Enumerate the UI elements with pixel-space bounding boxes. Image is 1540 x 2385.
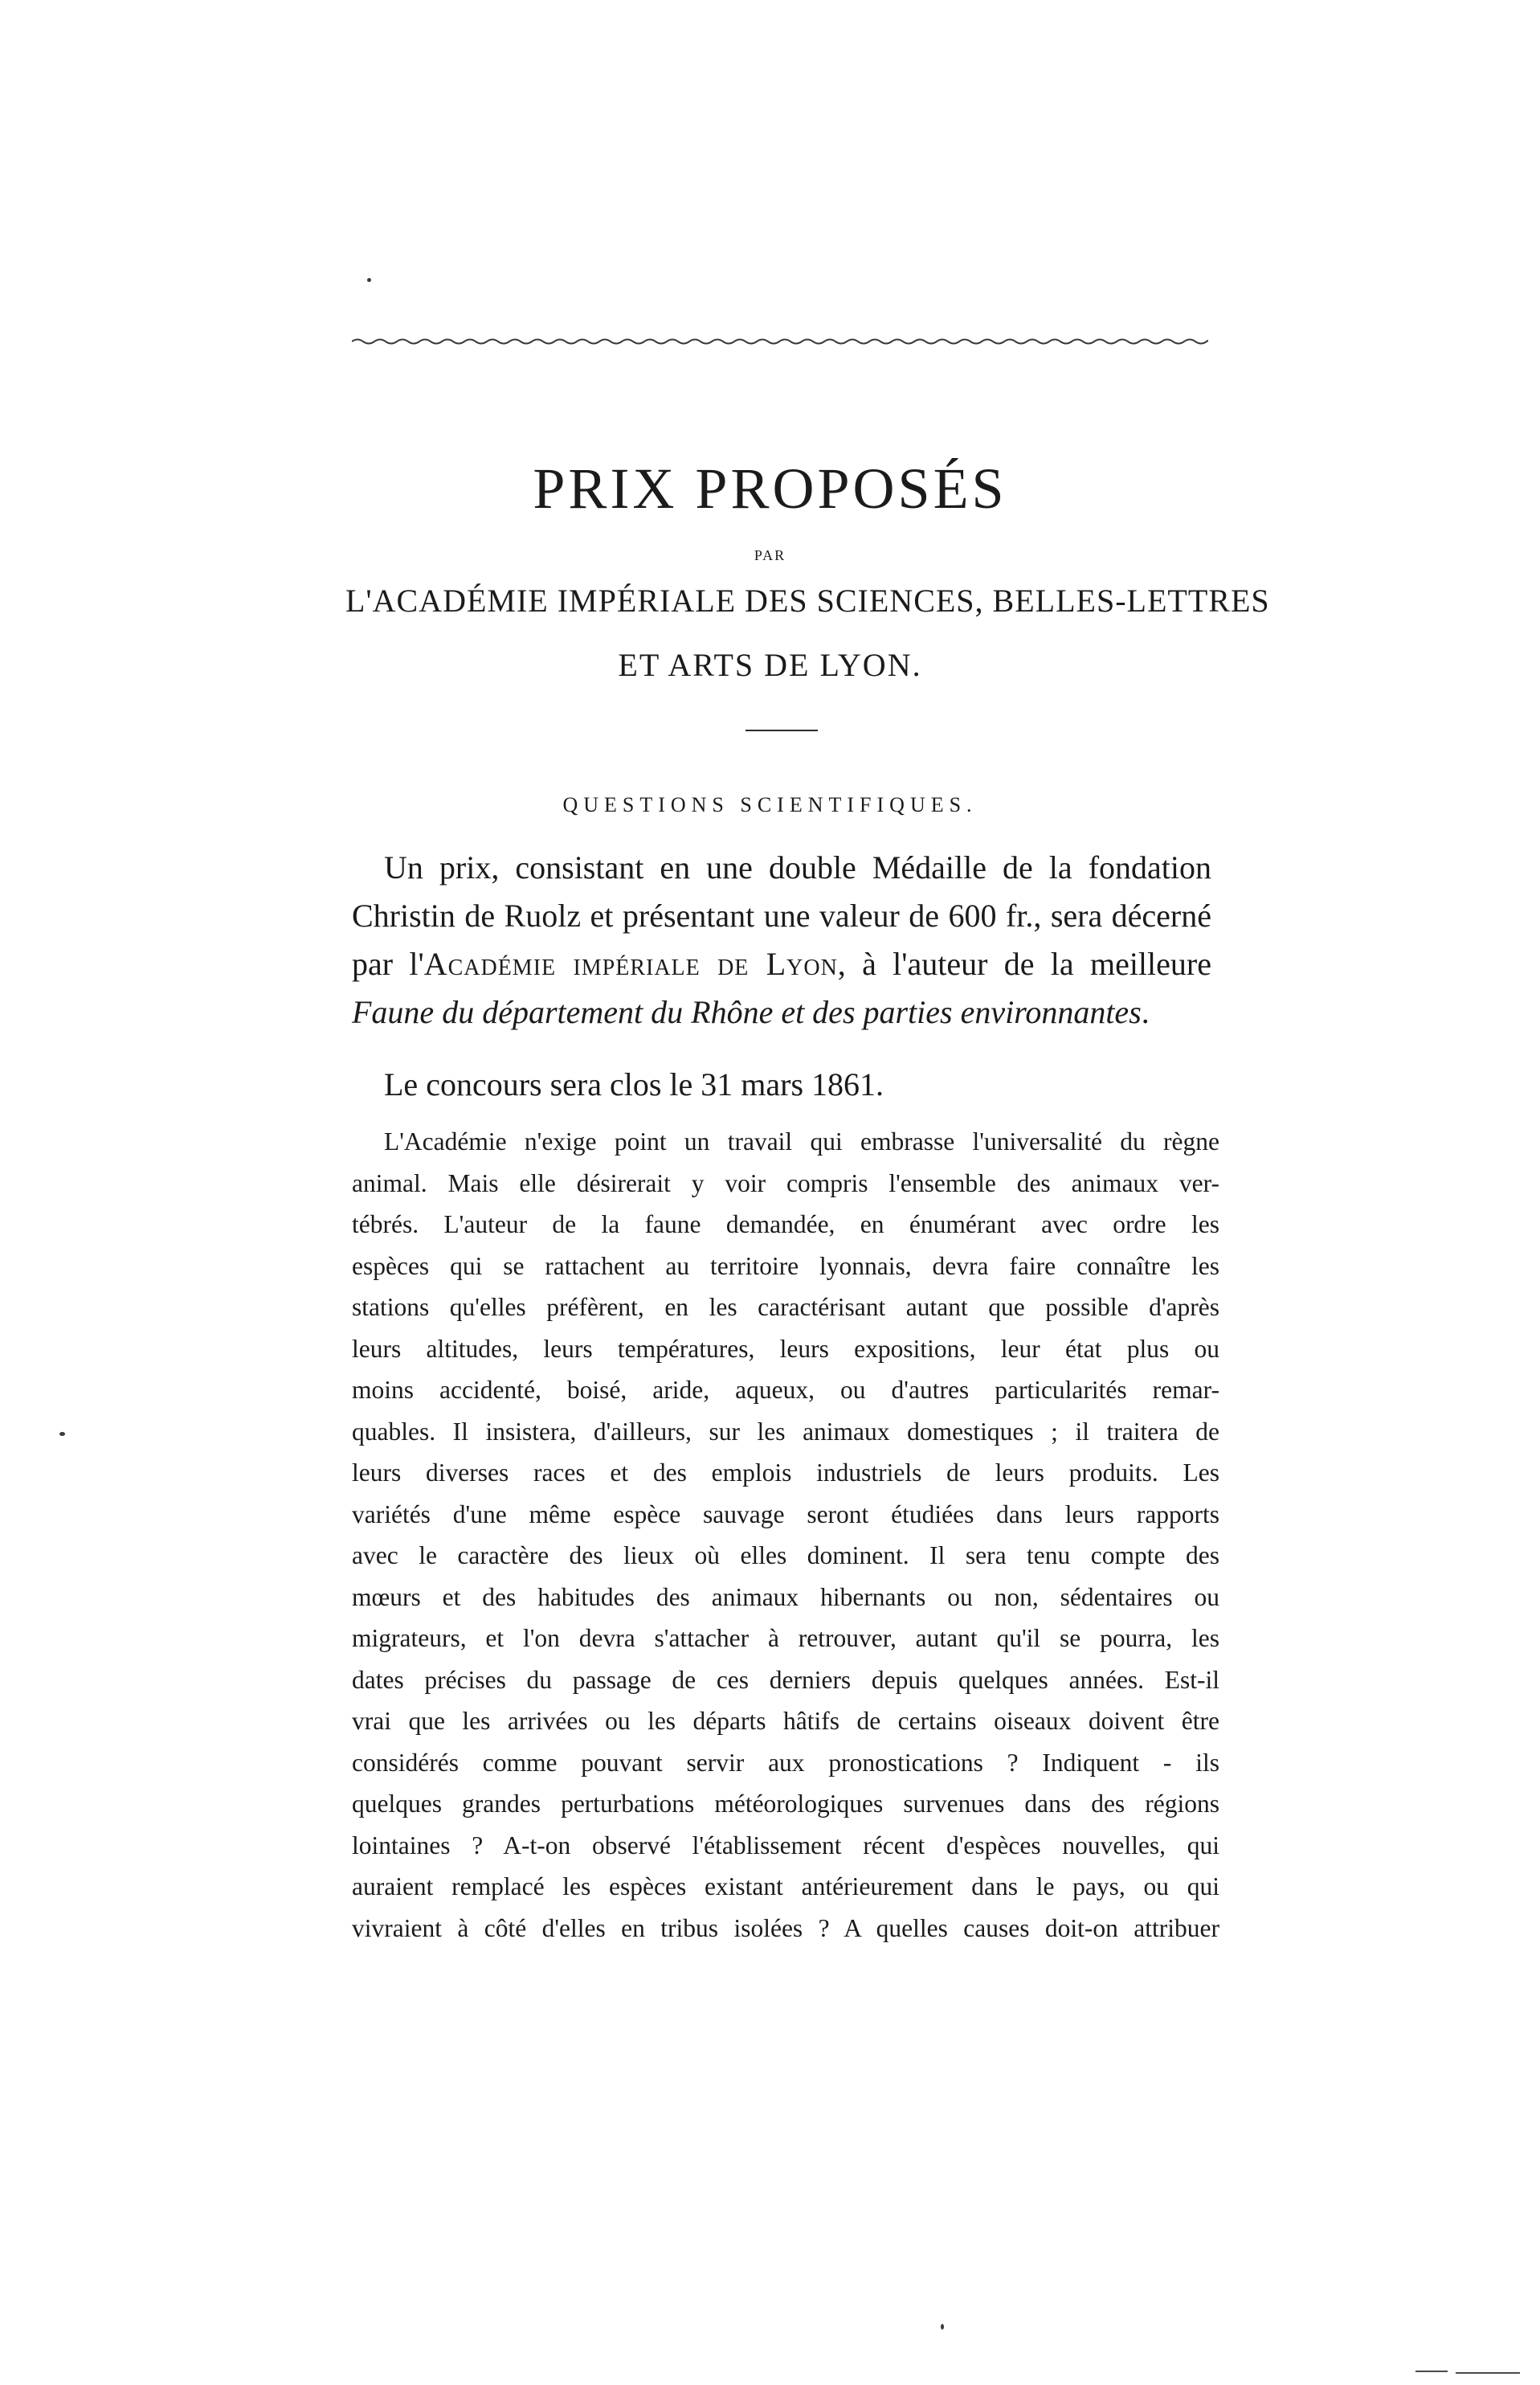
ink-speck <box>941 2324 944 2330</box>
body-line: stations qu'elles préfèrent, en les caractérisant autant que possible d'après <box>352 1293 1219 1321</box>
academy-name-line-1: L'ACADÉMIE IMPÉRIALE DES SCIENCES, BELLES-LETTRES <box>345 583 1270 619</box>
body-line: auraient remplacé les espèces existant antérieurement dans le pays, ou qui <box>352 1872 1219 1900</box>
wavy-ornament-rule <box>352 336 1208 347</box>
body-line: variétés d'une même espèce sauvage seront étudiées dans leurs rapports <box>352 1499 1219 1528</box>
body-line: considérés comme pouvant servir aux pronostications ? Indiquent - ils <box>352 1748 1219 1777</box>
body-line: leurs diverses races et des emplois industriels de leurs produits. Les <box>352 1458 1219 1487</box>
body-line: lointaines ? A-t-on observé l'établissement récent d'espèces nouvelles, qui <box>352 1831 1219 1859</box>
body-line: espèces qui se rattachent au territoire lyonnais, devra faire connaître les <box>352 1251 1219 1280</box>
body-line: leurs altitudes, leurs températures, leurs expositions, leur état plus ou <box>352 1334 1219 1363</box>
competition-closing-date: Le concours sera clos le 31 mars 1861. <box>384 1066 884 1102</box>
page-edge-mark <box>1456 2372 1520 2374</box>
prize-announcement-paragraph <box>352 844 1211 1037</box>
body-line: avec le caractère des lieux où elles dominent. Il sera tenu compte des <box>352 1541 1219 1569</box>
page-title: PRIX PROPOSÉS <box>533 456 1007 521</box>
page-edge-mark <box>1415 2371 1448 2372</box>
academy-name-line-2: ET ARTS DE LYON. <box>618 647 922 683</box>
body-line: tébrés. L'auteur de la faune demandée, en énumérant avec ordre les <box>352 1210 1219 1238</box>
body-line: vivraient à côté d'elles en tribus isolées ? A quelles causes doit-on attribuer <box>352 1913 1219 1942</box>
body-line: mœurs et des habitudes des animaux hibernants ou non, sédentaires ou <box>352 1582 1219 1611</box>
body-line: vrai que les arrivées ou les départs hâtifs de certains oiseaux doivent être <box>352 1707 1219 1735</box>
section-heading: QUESTIONS SCIENTIFIQUES. <box>562 793 978 816</box>
body-line: dates précises du passage de ces derniers depuis quelques années. Est-il <box>352 1665 1219 1694</box>
ink-speck <box>59 1432 65 1436</box>
body-line: moins accidenté, boisé, aride, aqueux, ou d'autres particularités remar- <box>352 1376 1219 1404</box>
ink-speck <box>367 278 371 282</box>
body-line: quables. Il insistera, d'ailleurs, sur les animaux domestiques ; il traitera de <box>352 1417 1219 1446</box>
body-line: migrateurs, et l'on devra s'attacher à retrouver, autant qu'il se pourra, les <box>352 1624 1219 1652</box>
body-line: L'Académie n'exige point un travail qui embrasse l'universalité du règne <box>384 1127 1219 1156</box>
body-paragraph <box>352 1121 1219 1949</box>
prize-text-end: . <box>1141 994 1150 1030</box>
academy-smallcaps: Académie impériale de Lyon <box>423 946 838 982</box>
work-title: Faune du département du Rhône et des parties environnantes <box>352 994 1142 1030</box>
prize-text-middle: , à l'auteur de la meilleure <box>837 946 1211 982</box>
body-line: animal. Mais elle désirerait y voir compris l'ensemble des animaux ver- <box>352 1168 1219 1197</box>
short-divider-rule <box>745 730 818 731</box>
body-line: quelques grandes perturbations météorologiques survenues dans des régions <box>352 1790 1219 1818</box>
par-connector: PAR <box>754 547 786 563</box>
prize-text-start: Un prix, consistant en une double Médaille de la fondation Christin de Ruolz et présentant une valeur de 600 fr., sera décerné par l' <box>352 849 1211 982</box>
